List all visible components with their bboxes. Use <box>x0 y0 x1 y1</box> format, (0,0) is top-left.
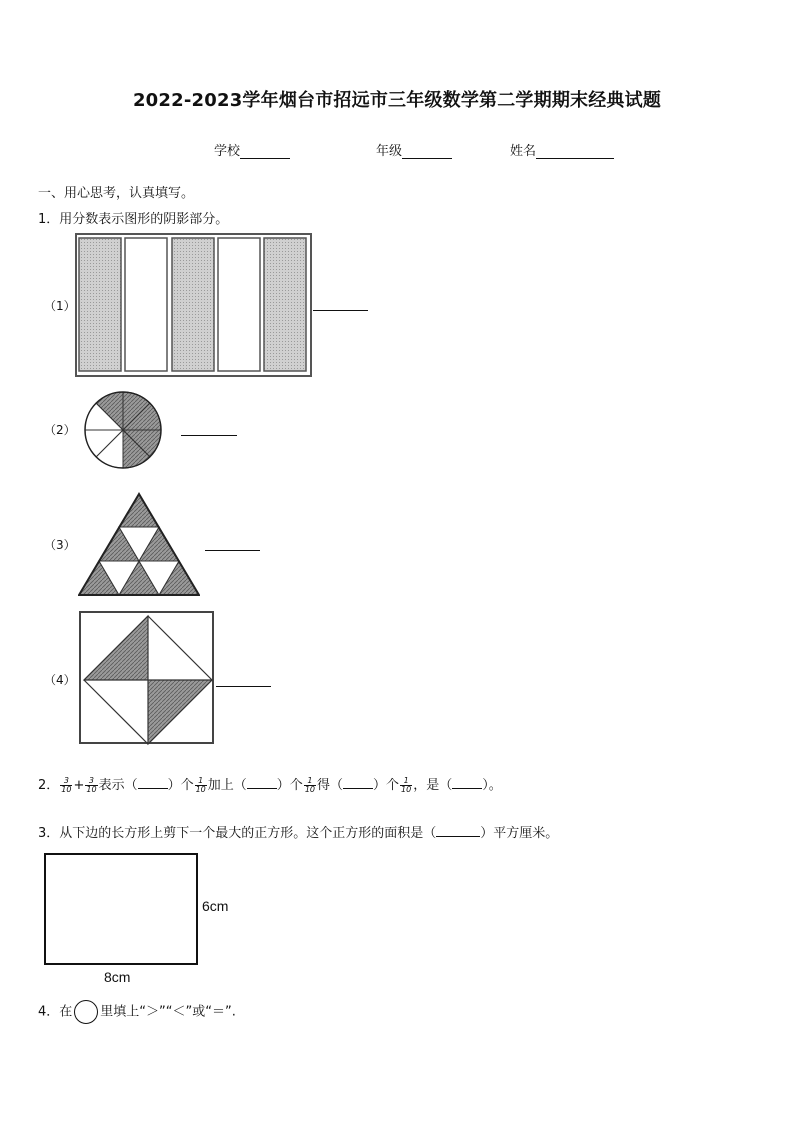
name-field <box>510 140 614 159</box>
q2-text-2: ）个 <box>167 778 194 793</box>
section-heading: 一、用心思考，认真填写。 <box>38 186 195 201</box>
q2-text-5: 得（ <box>317 778 344 793</box>
rectangle-figure <box>44 853 198 965</box>
q2-text-1: 表示（ <box>98 778 138 793</box>
q2-text-6: ）个 <box>373 778 400 793</box>
q3-text-a: 3．从下边的长方形上剪下一个最大的正方形。这个正方形的面积是（ <box>38 826 437 841</box>
grade-label: 年级 <box>376 144 403 159</box>
q2-num: 2． <box>38 778 60 793</box>
figure-3-label: （3） <box>44 538 76 552</box>
figure-4-label: （4） <box>44 673 76 687</box>
q4-text-a: 4．在 <box>38 1004 73 1020</box>
school-field <box>214 140 290 159</box>
figure-3-triangle <box>78 492 200 598</box>
height-label: 6cm <box>202 898 229 914</box>
figure-2-circle <box>83 390 163 470</box>
page-title: 2022-2023学年烟台市招远市三年级数学第二学期期末经典试题 <box>132 90 662 111</box>
q2-text-3: 加上（ <box>207 778 247 793</box>
answer-blank-1[interactable] <box>313 310 368 311</box>
question-2 <box>38 774 502 794</box>
question-1-stem: 1．用分数表示图形的阴影部分。 <box>38 212 229 227</box>
q2-blank-3[interactable] <box>343 778 373 789</box>
question-3-stem <box>38 822 558 841</box>
answer-blank-3[interactable] <box>205 550 260 551</box>
figure-2-label: （2） <box>44 423 76 437</box>
q2-text-8: ）。 <box>482 778 502 793</box>
compare-circle-icon[interactable] <box>74 1000 98 1024</box>
figure-1-strips <box>75 233 313 378</box>
plus-sign: + <box>73 778 85 793</box>
fraction-1-10-e: $\frac{1}{10}$ <box>401 776 412 794</box>
fraction-1-10-c: $\frac{1}{10}$ <box>195 776 206 794</box>
q3-blank[interactable] <box>436 826 480 837</box>
school-label: 学校 <box>214 144 241 159</box>
q3-text-b: ）平方厘米。 <box>480 826 559 841</box>
width-label: 8cm <box>104 969 131 985</box>
fraction-3-10-a: $\frac{3}{10}$ <box>61 776 72 794</box>
q2-blank-1[interactable] <box>138 778 168 789</box>
figure-1-label: （1） <box>44 299 76 313</box>
question-4 <box>38 1000 236 1024</box>
school-blank[interactable] <box>240 146 290 159</box>
q4-text-b: 里填上“＞”“＜”或“＝”. <box>100 1004 236 1020</box>
figure-4-square <box>78 610 216 746</box>
answer-blank-4[interactable] <box>216 686 271 687</box>
name-label: 姓名 <box>510 144 537 159</box>
grade-blank[interactable] <box>402 146 452 159</box>
fraction-1-10-d: $\frac{1}{10}$ <box>304 776 315 794</box>
answer-blank-2[interactable] <box>181 435 237 436</box>
fraction-3-10-b: $\frac{3}{10}$ <box>86 776 97 794</box>
q2-text-7: ，是（ <box>413 778 453 793</box>
name-blank[interactable] <box>536 146 614 159</box>
q2-text-4: ）个 <box>276 778 303 793</box>
q2-blank-4[interactable] <box>452 778 482 789</box>
q2-blank-2[interactable] <box>247 778 277 789</box>
grade-field <box>376 140 452 159</box>
